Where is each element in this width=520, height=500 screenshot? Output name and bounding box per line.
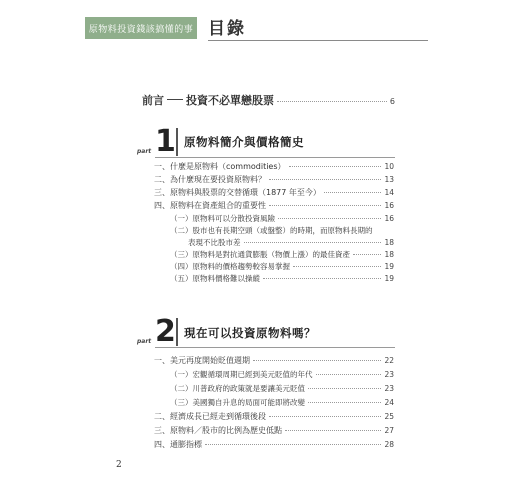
part-underline bbox=[155, 157, 395, 158]
dot-leader bbox=[324, 192, 382, 193]
toc-subentry[interactable] bbox=[170, 397, 394, 408]
dot-leader bbox=[289, 166, 382, 167]
toc-entry[interactable] bbox=[154, 161, 394, 172]
part-underline bbox=[155, 347, 395, 348]
page-ref: 24 bbox=[384, 398, 394, 407]
toc-entry[interactable] bbox=[154, 200, 394, 211]
dot-leader bbox=[308, 402, 381, 403]
part-label: part bbox=[137, 148, 152, 155]
dot-leader bbox=[253, 360, 381, 361]
page-ref: 23 bbox=[384, 384, 394, 393]
toc-subentry[interactable] bbox=[170, 369, 394, 380]
entry-text: （一）原物料可以分散投資風險 bbox=[170, 214, 275, 223]
part-number: 1 bbox=[155, 124, 176, 159]
dot-leader bbox=[263, 278, 381, 279]
page-ref: 10 bbox=[384, 162, 394, 171]
entry-text: 二、經濟成長已經走到循環後段 bbox=[154, 412, 266, 421]
toc-subentry[interactable] bbox=[170, 273, 394, 284]
entry-text: （三）原物料是對抗通貨膨脹（物價上漲）的最佳資產 bbox=[170, 250, 350, 259]
entry-text: 四、原物料在資產組合的重要性 bbox=[154, 201, 266, 210]
dot-leader bbox=[293, 266, 381, 267]
dot-leader bbox=[269, 416, 381, 417]
entry-text: （二）股市也有長期空頭（或盤整）的時期，而原物料長期的 bbox=[170, 226, 373, 235]
page-ref: 28 bbox=[384, 440, 394, 449]
page-ref: 23 bbox=[384, 370, 394, 379]
dot-leader bbox=[269, 179, 381, 180]
page-ref: 16 bbox=[384, 201, 394, 210]
toc-entry[interactable] bbox=[154, 187, 394, 198]
dot-leader bbox=[285, 430, 381, 431]
entry-text: （四）原物料的價格趨勢較容易掌握 bbox=[170, 262, 290, 271]
toc-entry[interactable] bbox=[154, 439, 394, 450]
part-number: 2 bbox=[155, 314, 176, 349]
preface-label: 前言 bbox=[142, 94, 164, 107]
page-ref: 6 bbox=[389, 97, 395, 106]
entry-text: （二）川普政府的政策就是要讓美元貶值 bbox=[170, 384, 305, 393]
entry-text: 二、為什麼現在要投資原物料？ bbox=[154, 175, 266, 184]
page-number: 2 bbox=[116, 460, 122, 470]
preface-title: 投資不必單戀股票 bbox=[186, 94, 274, 107]
entry-text: 一、美元再度開始貶值週期 bbox=[154, 356, 250, 365]
entry-text: （五）原物料價格難以操縱 bbox=[170, 274, 260, 283]
toc-subentry[interactable] bbox=[170, 249, 394, 260]
entry-text: 三、原物料與股票的交替循環（1877 年至今） bbox=[154, 188, 321, 197]
toc-entry[interactable] bbox=[154, 355, 394, 366]
dot-leader bbox=[353, 254, 381, 255]
page-ref: 13 bbox=[384, 175, 394, 184]
page-ref: 19 bbox=[384, 274, 394, 283]
toc-subentry[interactable] bbox=[170, 225, 373, 236]
part-label: part bbox=[137, 338, 152, 345]
preface-dash bbox=[167, 99, 183, 100]
toc-entry[interactable] bbox=[154, 425, 394, 436]
page-ref: 16 bbox=[384, 214, 394, 223]
dot-leader bbox=[308, 388, 381, 389]
page-ref: 19 bbox=[384, 262, 394, 271]
entry-text: 表現不比股市差 bbox=[188, 238, 241, 247]
entry-text: （三）美國獨自升息的局面可能即將改變 bbox=[170, 398, 305, 407]
book-title-band bbox=[85, 17, 197, 39]
part-divider-bar bbox=[176, 318, 178, 346]
dot-leader bbox=[244, 242, 382, 243]
page-ref: 18 bbox=[384, 238, 394, 247]
book-title: 原物料投資錢該搞懂的事 bbox=[88, 24, 194, 35]
toc-preface[interactable] bbox=[142, 92, 395, 108]
page-title: 目錄 bbox=[208, 19, 246, 39]
part-divider-bar bbox=[176, 128, 178, 156]
entry-text: 三、原物料／股市的比例為歷史低點 bbox=[154, 426, 282, 435]
dot-leader bbox=[278, 218, 381, 219]
dot-leader bbox=[205, 444, 381, 445]
toc-subentry[interactable] bbox=[170, 261, 394, 272]
toc-subentry[interactable] bbox=[170, 213, 394, 224]
toc-subentry[interactable] bbox=[170, 383, 394, 394]
dot-leader bbox=[269, 205, 381, 206]
dot-leader bbox=[277, 101, 387, 102]
toc-entry[interactable] bbox=[154, 411, 394, 422]
page-ref: 22 bbox=[384, 356, 394, 365]
page-ref: 25 bbox=[384, 412, 394, 421]
header-divider bbox=[208, 40, 428, 41]
page-ref: 18 bbox=[384, 250, 394, 259]
entry-text: 四、通膨指標 bbox=[154, 440, 202, 449]
toc-entry[interactable] bbox=[154, 174, 394, 185]
dot-leader bbox=[316, 374, 382, 375]
part-title: 現在可以投資原物料嗎？ bbox=[184, 326, 316, 340]
page-ref: 14 bbox=[384, 188, 394, 197]
toc-subentry-continued[interactable] bbox=[188, 237, 394, 248]
entry-text: （一）宏觀循環周期已經到美元貶值的年代 bbox=[170, 370, 313, 379]
page-ref: 27 bbox=[384, 426, 394, 435]
part-title: 原物料簡介與價格簡史 bbox=[184, 135, 304, 149]
entry-text: 一、什麼是原物料（commodities） bbox=[154, 162, 286, 171]
